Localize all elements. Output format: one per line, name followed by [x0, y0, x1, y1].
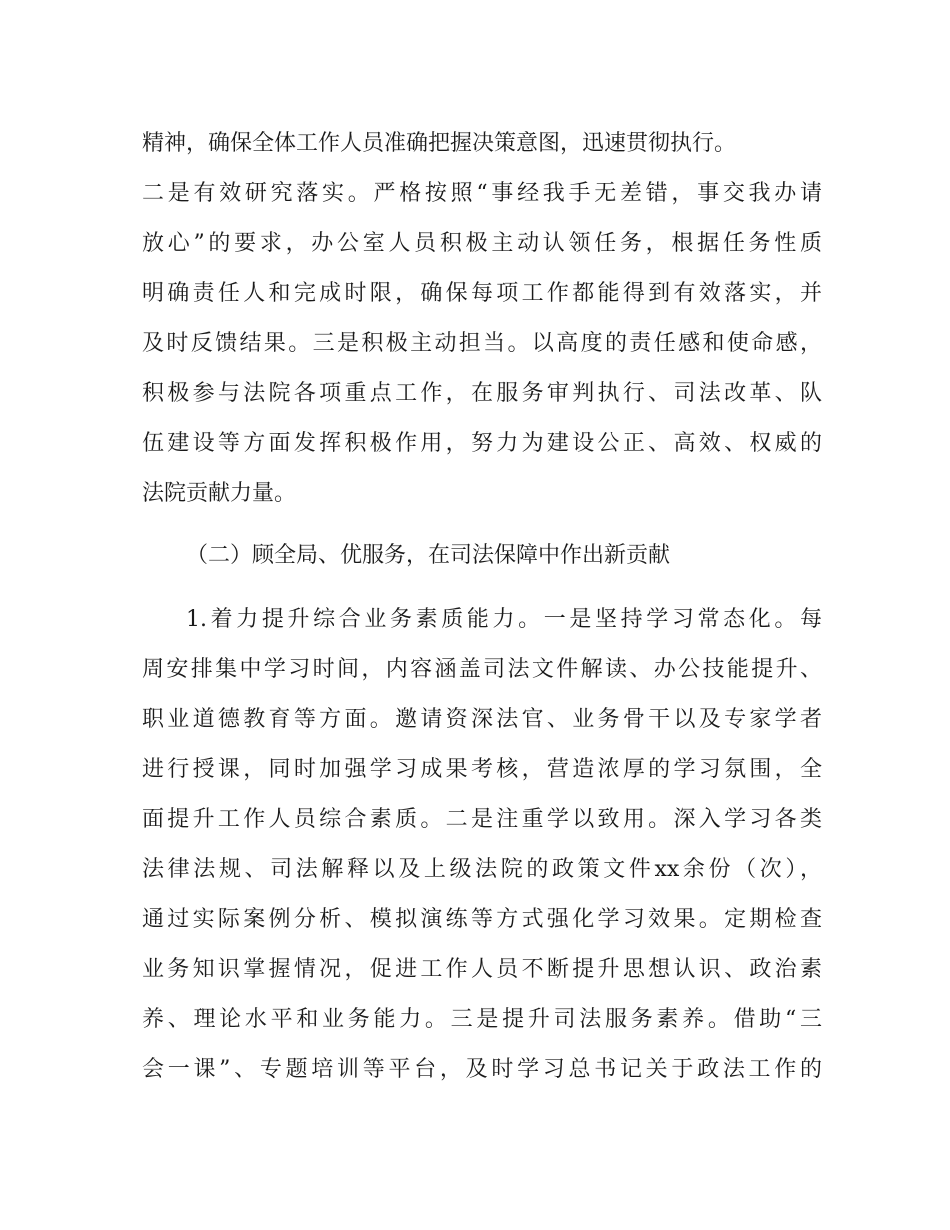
paragraph-line: 放心”的要求，办公室人员积极主动认领任务，根据任务性质: [142, 231, 822, 256]
paragraph-line: 二是有效研究落实。严格按照“事经我手无差错，事交我办请: [142, 181, 822, 206]
paragraph-line: 业务知识掌握情况，促进工作人员不断提升思想认识、政治素: [142, 957, 822, 982]
paragraph-line: 明确责任人和完成时限，确保每项工作都能得到有效落实，并: [142, 281, 822, 306]
paragraph-line: 法律法规、司法解释以及上级法院的政策文件xx余份（次），: [142, 857, 822, 882]
paragraph-line: 会一课”、专题培训等平台，及时学习总书记关于政法工作的: [142, 1057, 822, 1082]
paragraph-line: 周安排集中学习时间，内容涵盖司法文件解读、办公技能提升、: [142, 657, 822, 682]
paragraph-line: 进行授课，同时加强学习成果考核，营造浓厚的学习氛围，全: [142, 757, 822, 782]
section-heading: （二）顾全局、优服务，在司法保障中作出新贡献: [186, 543, 671, 568]
paragraph-line: 面提升工作人员综合素质。二是注重学以致用。深入学习各类: [142, 807, 822, 832]
paragraph-line: 1.着力提升综合业务素质能力。一是坚持学习常态化。每: [186, 607, 822, 632]
paragraph-line: 及时反馈结果。三是积极主动担当。以高度的责任感和使命感，: [142, 331, 822, 356]
paragraph-line: 通过实际案例分析、模拟演练等方式强化学习效果。定期检查: [142, 907, 822, 932]
paragraph-line: 伍建设等方面发挥积极作用，努力为建设公正、高效、权威的: [142, 431, 822, 456]
paragraph-line: 职业道德教育等方面。邀请资深法官、业务骨干以及专家学者: [142, 707, 822, 732]
paragraph-line: 养、理论水平和业务能力。三是提升司法服务素养。借助“三: [142, 1007, 822, 1032]
paragraph-line: 积极参与法院各项重点工作，在服务审判执行、司法改革、队: [142, 381, 822, 406]
paragraph-line: 精神，确保全体工作人员准确把握决策意图，迅速贯彻执行。: [142, 131, 737, 156]
paragraph-line: 法院贡献力量。: [142, 481, 297, 506]
